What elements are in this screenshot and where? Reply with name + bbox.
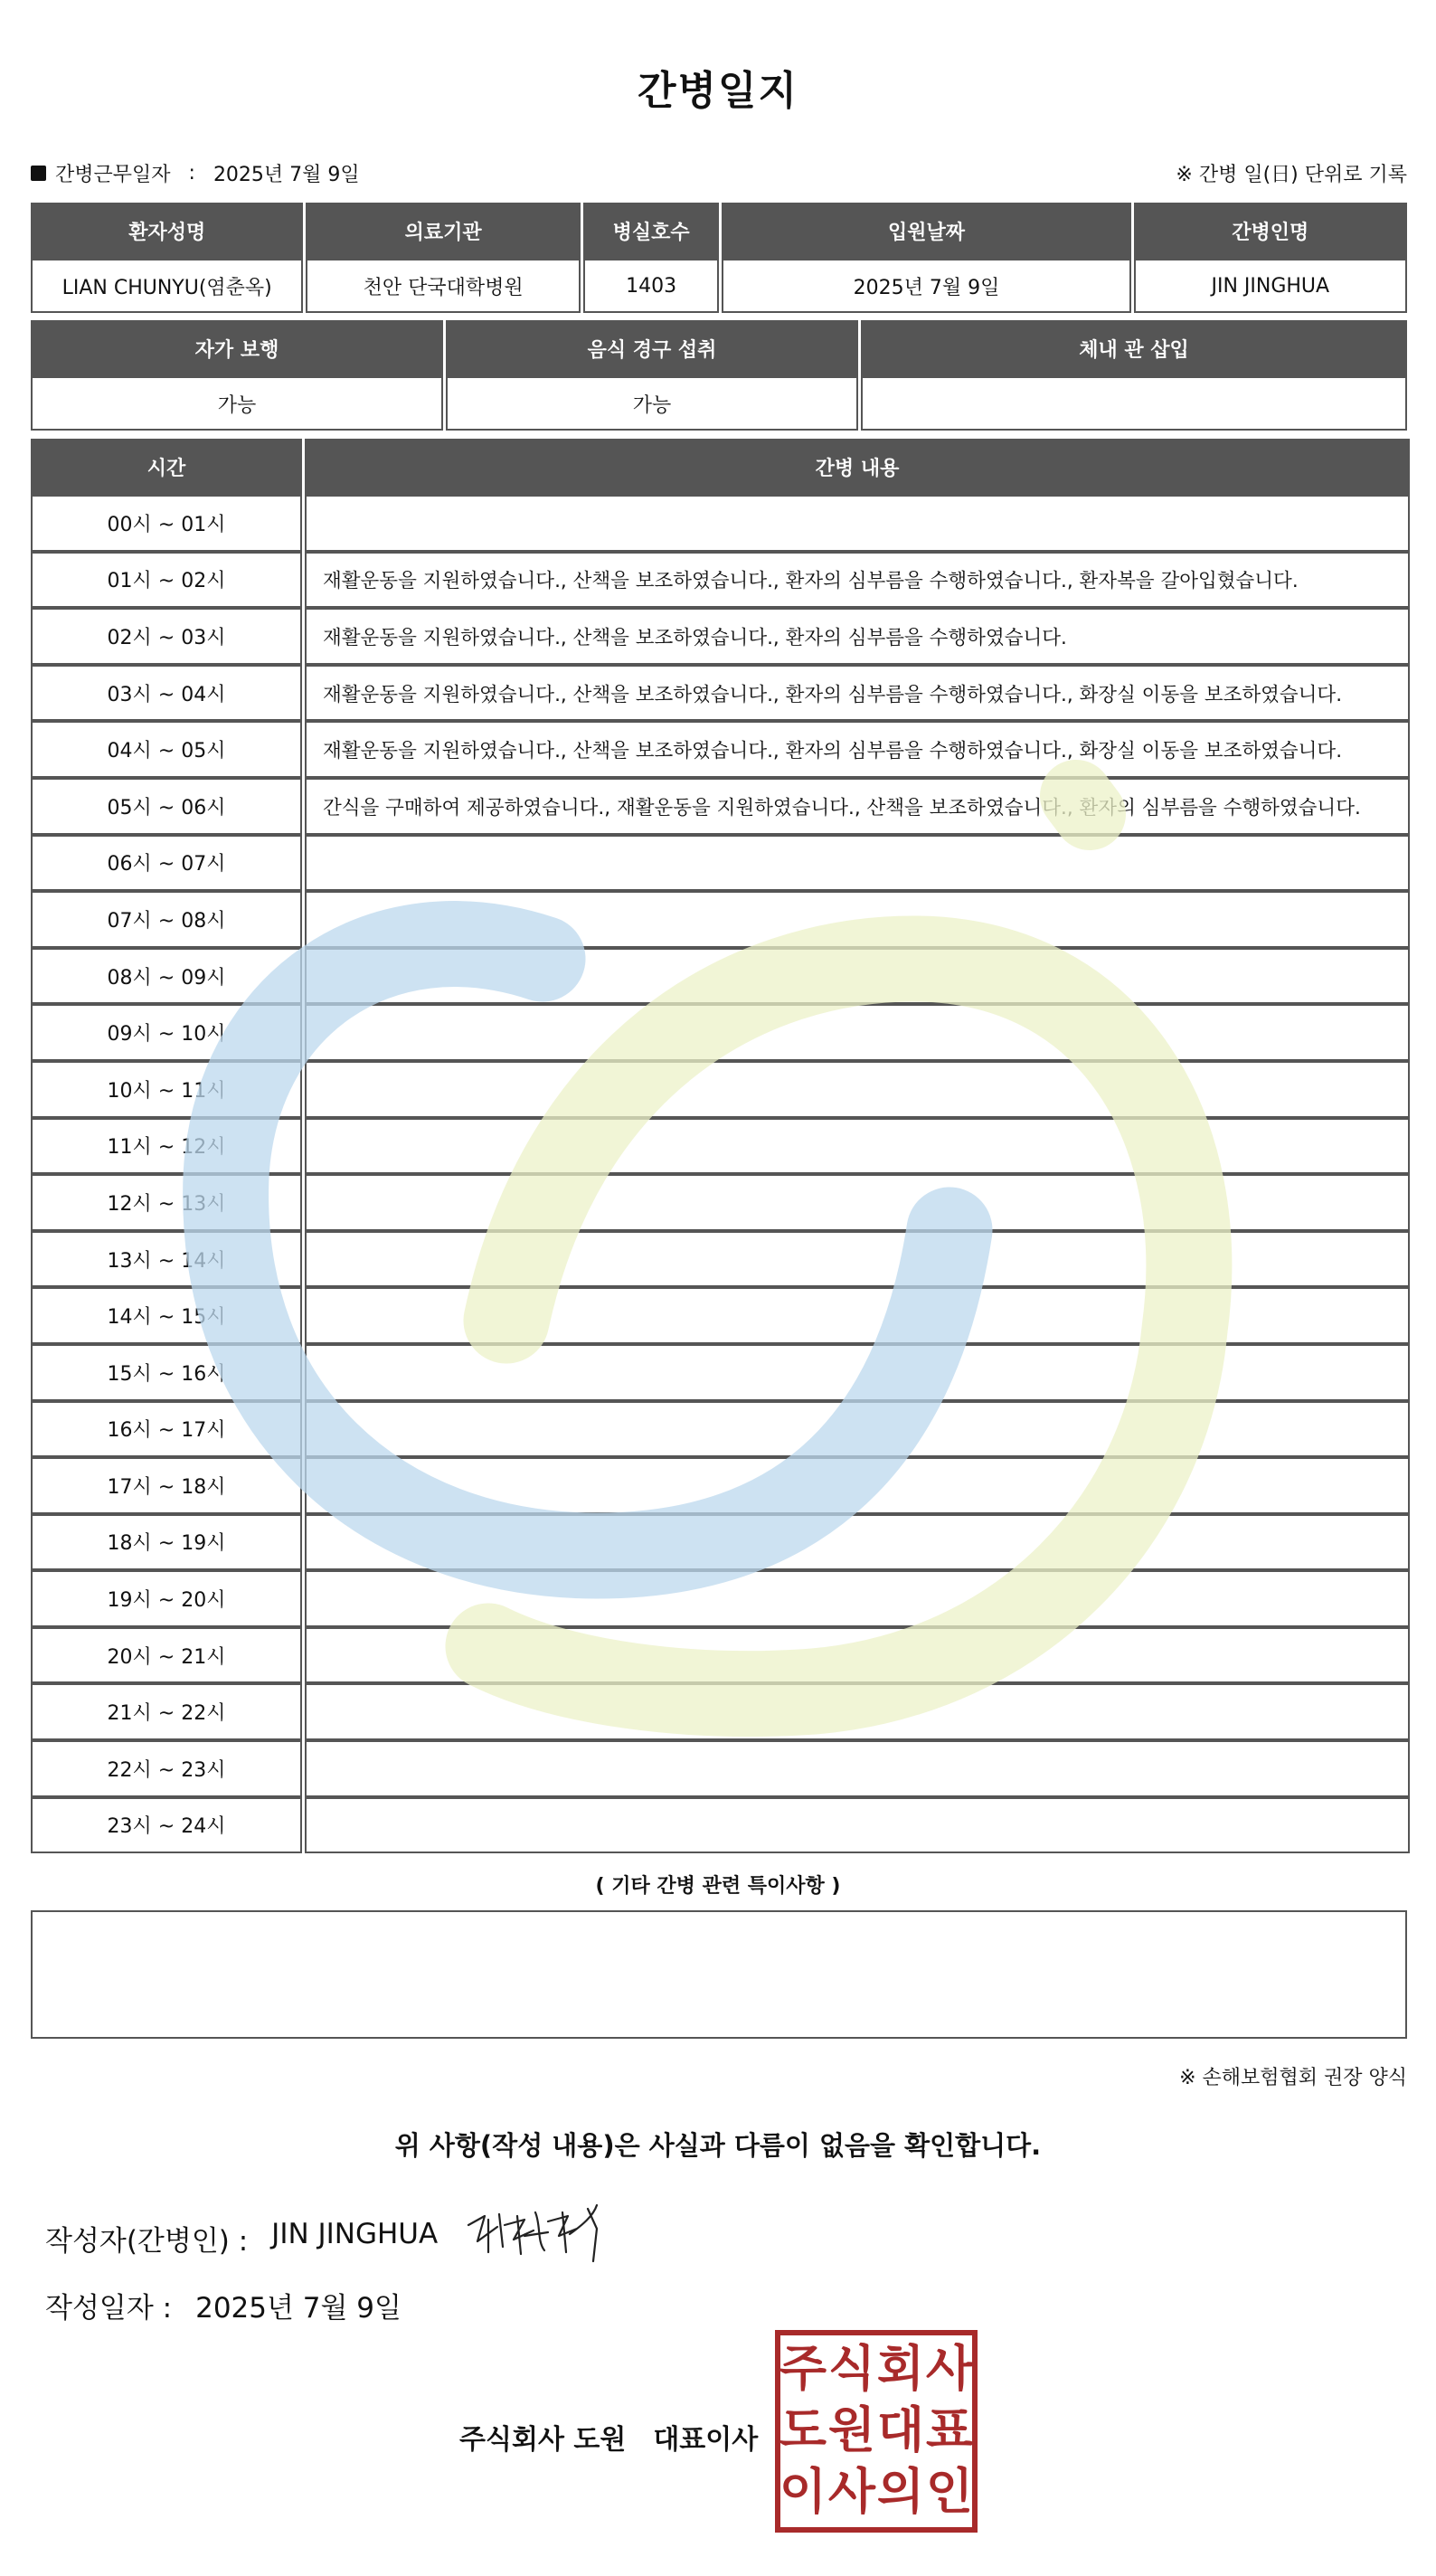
work-date-row xyxy=(31,159,1407,190)
care-log-content xyxy=(305,1683,1410,1740)
care-content-header: 간병 내용 xyxy=(305,439,1410,495)
company-seal-stamp xyxy=(774,2329,978,2533)
time-header: 시간 xyxy=(31,439,302,495)
care-log-time: 17시 ~ 18시 xyxy=(31,1457,302,1514)
care-log-time: 13시 ~ 14시 xyxy=(31,1231,302,1288)
work-date-value: 2025년 7월 9일 xyxy=(213,164,360,186)
care-log-row xyxy=(31,721,1410,778)
care-log-row xyxy=(31,1174,1410,1231)
care-log-row xyxy=(31,1004,1410,1061)
care-log-time: 02시 ~ 03시 xyxy=(31,608,302,665)
care-log-content xyxy=(305,1287,1410,1344)
hospital-header: 의료기관 xyxy=(306,203,580,259)
seal-character: 표 xyxy=(925,2401,974,2458)
seal-character: 인 xyxy=(925,2463,974,2520)
patient-info-value-row xyxy=(31,259,1407,313)
care-log-row xyxy=(31,1683,1410,1740)
care-log-time: 20시 ~ 21시 xyxy=(31,1627,302,1684)
patient-info-header-row xyxy=(31,203,1407,259)
care-log-time: 08시 ~ 09시 xyxy=(31,948,302,1005)
condition-value-row xyxy=(31,376,1407,431)
written-date-label: 작성일자 : xyxy=(45,2292,173,2325)
hospital-value: 천안 단국대학병원 xyxy=(306,259,580,313)
care-log-content: 간식을 구매하여 제공하였습니다., 재활운동을 지원하였습니다., 산책을 보조하였습니다., 환자의 심부름을 수행하였습니다. xyxy=(305,778,1410,835)
care-log-time: 18시 ~ 19시 xyxy=(31,1514,302,1571)
care-log-time: 14시 ~ 15시 xyxy=(31,1287,302,1344)
admission-date-value: 2025년 7월 9일 xyxy=(722,259,1130,313)
admission-date-header: 입원날짜 xyxy=(722,203,1130,259)
care-log-content: 재활운동을 지원하였습니다., 산책을 보조하였습니다., 환자의 심부름을 수행하였습니다., 화장실 이동을 보조하였습니다. xyxy=(305,721,1410,778)
care-log-content xyxy=(305,891,1410,948)
care-log-content xyxy=(305,1174,1410,1231)
care-log-time: 06시 ~ 07시 xyxy=(31,835,302,892)
notes-box xyxy=(31,1910,1407,2039)
page-title: 간병일지 xyxy=(637,68,798,114)
notes-title: ( 기타 간병 관련 특이사항 ) xyxy=(595,1875,841,1898)
care-log-time: 12시 ~ 13시 xyxy=(31,1174,302,1231)
written-date-line xyxy=(45,2285,402,2325)
oral-intake-value: 가능 xyxy=(446,376,858,431)
company-signoff xyxy=(459,2417,758,2457)
care-log-body xyxy=(31,495,1410,1853)
handwritten-signature xyxy=(461,2189,624,2270)
caregiver-name-header: 간병인명 xyxy=(1134,203,1407,259)
room-number-header: 병실호수 xyxy=(583,203,720,259)
care-log-row xyxy=(31,1061,1410,1118)
care-log-content xyxy=(305,1061,1410,1118)
care-log-row xyxy=(31,608,1410,665)
patient-name-header: 환자성명 xyxy=(31,203,303,259)
care-log-row xyxy=(31,495,1410,552)
seal-character: 사 xyxy=(925,2340,974,2397)
care-log-time: 10시 ~ 11시 xyxy=(31,1061,302,1118)
seal-character: 의 xyxy=(876,2463,925,2520)
form-credit-note: ※ 손해보험협회 권장 양식 xyxy=(1179,2067,1407,2089)
care-log-time: 15시 ~ 16시 xyxy=(31,1344,302,1401)
patient-info-table xyxy=(28,203,1410,313)
care-log-row xyxy=(31,1231,1410,1288)
care-log-content xyxy=(305,1570,1410,1627)
care-log-time: 16시 ~ 17시 xyxy=(31,1401,302,1458)
care-log-time: 01시 ~ 02시 xyxy=(31,552,302,609)
care-log-content: 재활운동을 지원하였습니다., 산책을 보조하였습니다., 환자의 심부름을 수행하였습니다., 화장실 이동을 보조하였습니다. xyxy=(305,665,1410,722)
care-log-time: 03시 ~ 04시 xyxy=(31,665,302,722)
care-log-content xyxy=(305,1740,1410,1797)
care-log-row xyxy=(31,1740,1410,1797)
care-log-row xyxy=(31,1401,1410,1458)
seal-character: 사 xyxy=(827,2463,876,2520)
care-log-content xyxy=(305,835,1410,892)
care-log-row xyxy=(31,1287,1410,1344)
care-log-time: 21시 ~ 22시 xyxy=(31,1683,302,1740)
tube-insertion-header: 체내 관 삽입 xyxy=(861,320,1407,376)
care-log-content xyxy=(305,1797,1410,1854)
care-log-table xyxy=(28,439,1412,1853)
seal-character: 이 xyxy=(779,2463,827,2520)
care-log-row xyxy=(31,1118,1410,1175)
care-log-content xyxy=(305,1457,1410,1514)
care-log-content xyxy=(305,1004,1410,1061)
room-number-value: 1403 xyxy=(583,259,720,313)
care-log-content xyxy=(305,1514,1410,1571)
notes-content xyxy=(33,1912,1405,1934)
care-log-content xyxy=(305,1401,1410,1458)
care-log-row xyxy=(31,1457,1410,1514)
writer-line xyxy=(45,2218,438,2259)
tube-insertion-value xyxy=(861,376,1407,431)
care-log-row xyxy=(31,948,1410,1005)
oral-intake-header: 음식 경구 섭취 xyxy=(446,320,858,376)
care-log-time: 22시 ~ 23시 xyxy=(31,1740,302,1797)
care-log-content xyxy=(305,1231,1410,1288)
seal-character: 식 xyxy=(827,2340,876,2397)
self-walking-value: 가능 xyxy=(31,376,443,431)
care-log-content: 재활운동을 지원하였습니다., 산책을 보조하였습니다., 환자의 심부름을 수행하였습니다. xyxy=(305,608,1410,665)
care-log-row xyxy=(31,891,1410,948)
confirmation-statement: 위 사항(작성 내용)은 사실과 다름이 없음을 확인합니다. xyxy=(394,2130,1042,2161)
care-log-content xyxy=(305,495,1410,552)
work-date-separator: : xyxy=(188,162,195,185)
company-name: 주식회사 도원 xyxy=(459,2424,627,2456)
writer-name: JIN JINGHUA xyxy=(271,2218,439,2250)
care-log-row xyxy=(31,1344,1410,1401)
self-walking-header: 자가 보행 xyxy=(31,320,443,376)
seal-character: 대 xyxy=(876,2401,925,2458)
care-log-content: 재활운동을 지원하였습니다., 산책을 보조하였습니다., 환자의 심부름을 수행하였습니다., 환자복을 갈아입혔습니다. xyxy=(305,552,1410,609)
patient-condition-table xyxy=(28,320,1410,431)
care-log-header-row xyxy=(31,439,1410,495)
care-log-row xyxy=(31,1627,1410,1684)
care-log-content xyxy=(305,1344,1410,1401)
care-log-row xyxy=(31,835,1410,892)
care-log-content xyxy=(305,1627,1410,1684)
seal-character: 원 xyxy=(827,2401,876,2458)
care-log-time: 11시 ~ 12시 xyxy=(31,1118,302,1175)
care-log-content xyxy=(305,1118,1410,1175)
writer-label: 작성자(간병인) : xyxy=(45,2225,249,2258)
care-log-time: 00시 ~ 01시 xyxy=(31,495,302,552)
condition-header-row xyxy=(31,320,1407,376)
seal-character: 주 xyxy=(779,2340,827,2397)
care-log-row xyxy=(31,778,1410,835)
company-representative-title: 대표이사 xyxy=(653,2424,759,2456)
record-unit-note: ※ 간병 일(日) 단위로 기록 xyxy=(1176,164,1407,186)
care-log-time: 19시 ~ 20시 xyxy=(31,1570,302,1627)
care-log-row xyxy=(31,552,1410,609)
care-log-row xyxy=(31,1514,1410,1571)
care-log-time: 04시 ~ 05시 xyxy=(31,721,302,778)
caregiver-name-value: JIN JINGHUA xyxy=(1134,259,1407,313)
care-log-row xyxy=(31,1797,1410,1854)
patient-name-value: LIAN CHUNYU(염춘옥) xyxy=(31,259,303,313)
bullet-square-icon xyxy=(31,166,46,181)
care-log-content xyxy=(305,948,1410,1005)
seal-character: 회 xyxy=(876,2340,925,2397)
care-log-time: 09시 ~ 10시 xyxy=(31,1004,302,1061)
care-log-row xyxy=(31,1570,1410,1627)
care-log-time: 05시 ~ 06시 xyxy=(31,778,302,835)
care-log-time: 07시 ~ 08시 xyxy=(31,891,302,948)
written-date-value: 2025년 7월 9일 xyxy=(195,2292,402,2325)
work-date-label: 간병근무일자 xyxy=(55,164,171,186)
seal-character: 도 xyxy=(779,2401,827,2458)
care-log-row xyxy=(31,665,1410,722)
care-log-time: 23시 ~ 24시 xyxy=(31,1797,302,1854)
